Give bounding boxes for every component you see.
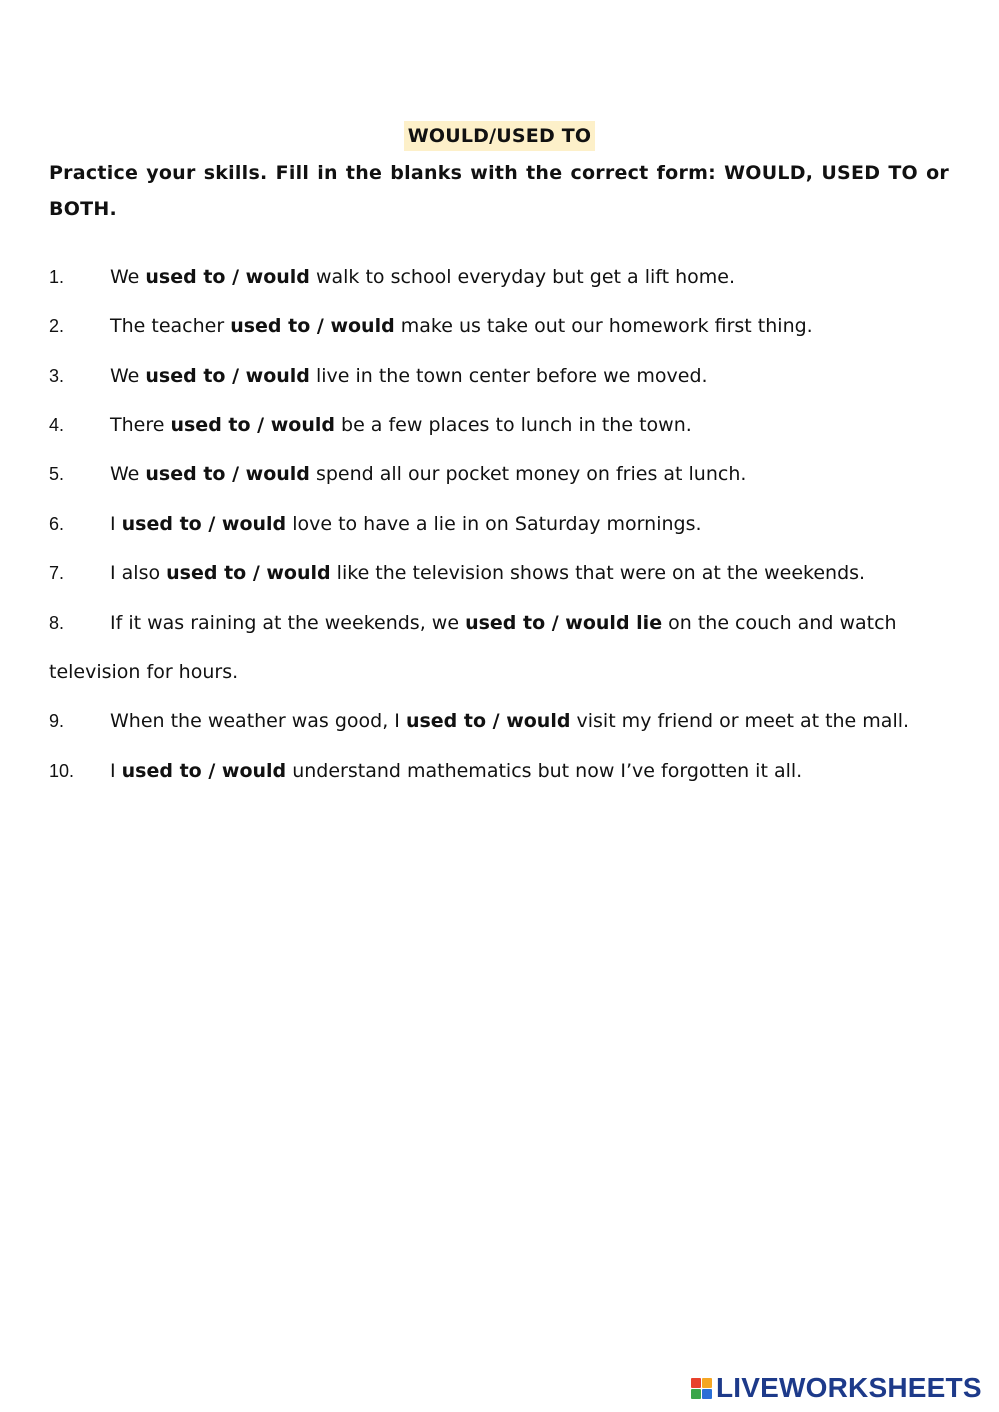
question-2 <box>49 312 813 340</box>
question-8 <box>49 609 897 637</box>
question-text-before: The teacher <box>110 315 231 337</box>
answer-options: used to / would <box>166 562 331 584</box>
question-text-before: There <box>110 414 171 436</box>
question-text-after: understand mathematics but now I’ve forgotten it all. <box>286 760 803 782</box>
answer-options: used to / would <box>405 710 571 732</box>
question-number: 9. <box>49 711 65 731</box>
question-6 <box>49 510 702 538</box>
question-number: 3. <box>49 366 65 386</box>
question-text-before: When the weather was good, I <box>110 710 406 732</box>
question-text-before: If it was raining at the weekends, we <box>110 612 466 634</box>
question-3 <box>49 362 708 390</box>
question-number: 8. <box>49 613 65 633</box>
answer-options: used to / would <box>230 315 395 337</box>
question-text-before: We <box>110 365 146 387</box>
question-text-before: I also <box>110 562 167 584</box>
question-text-after: make us take out our homework first thing. <box>394 315 813 337</box>
question-text-after: walk to school everyday but get a lift home. <box>309 266 736 288</box>
question-8-continuation: television for hours. <box>49 661 239 683</box>
question-7 <box>49 559 865 587</box>
title-wrap <box>0 121 999 151</box>
question-text-after: be a few places to lunch in the town. <box>334 414 692 436</box>
answer-options: used to / would <box>145 463 310 485</box>
question-text-after: live in the town center before we moved. <box>309 365 708 387</box>
answer-options: used to / would <box>170 414 335 436</box>
question-number: 4. <box>49 415 65 435</box>
question-text-after: spend all our pocket money on fries at lunch. <box>309 463 747 485</box>
answer-options: used to / would <box>145 266 310 288</box>
question-number: 6. <box>49 514 65 534</box>
question-4 <box>49 411 692 439</box>
answer-options: used to / would <box>121 760 287 782</box>
question-text-after: on the couch and watch <box>662 612 897 634</box>
instructions: Practice your skills. Fill in the blanks with the correct form: WOULD, USED TO or BOTH. <box>49 162 949 220</box>
liveworksheets-wordmark: LIVEWORKSHEETS <box>716 1372 982 1403</box>
question-5 <box>49 460 746 488</box>
question-text-before: We <box>110 463 146 485</box>
question-number: 5. <box>49 464 65 484</box>
question-number: 2. <box>49 316 65 336</box>
logo-tile <box>702 1378 712 1388</box>
question-text-before: We <box>110 266 146 288</box>
question-number: 1. <box>49 267 65 287</box>
answer-options: used to / would <box>145 365 310 387</box>
question-text-after: like the television shows that were on at the weekends. <box>330 562 866 584</box>
liveworksheets-logo <box>691 1372 982 1404</box>
logo-tile <box>691 1378 701 1388</box>
answer-options: used to / would <box>121 513 287 535</box>
answer-options: used to / would lie <box>465 612 663 634</box>
question-9 <box>49 707 909 735</box>
question-1 <box>49 263 735 291</box>
question-number: 7. <box>49 563 65 583</box>
question-text-before: I <box>110 760 122 782</box>
question-text-after: visit my friend or meet at the mall. <box>570 710 910 732</box>
liveworksheets-icon <box>691 1378 712 1399</box>
logo-tile <box>691 1389 701 1399</box>
question-number: 10. <box>49 761 75 781</box>
question-text-before: I <box>110 513 122 535</box>
question-text-after: love to have a lie in on Saturday mornings. <box>286 513 702 535</box>
logo-tile <box>702 1389 712 1399</box>
question-10 <box>49 757 802 785</box>
worksheet-title: WOULD/USED TO <box>404 121 596 151</box>
